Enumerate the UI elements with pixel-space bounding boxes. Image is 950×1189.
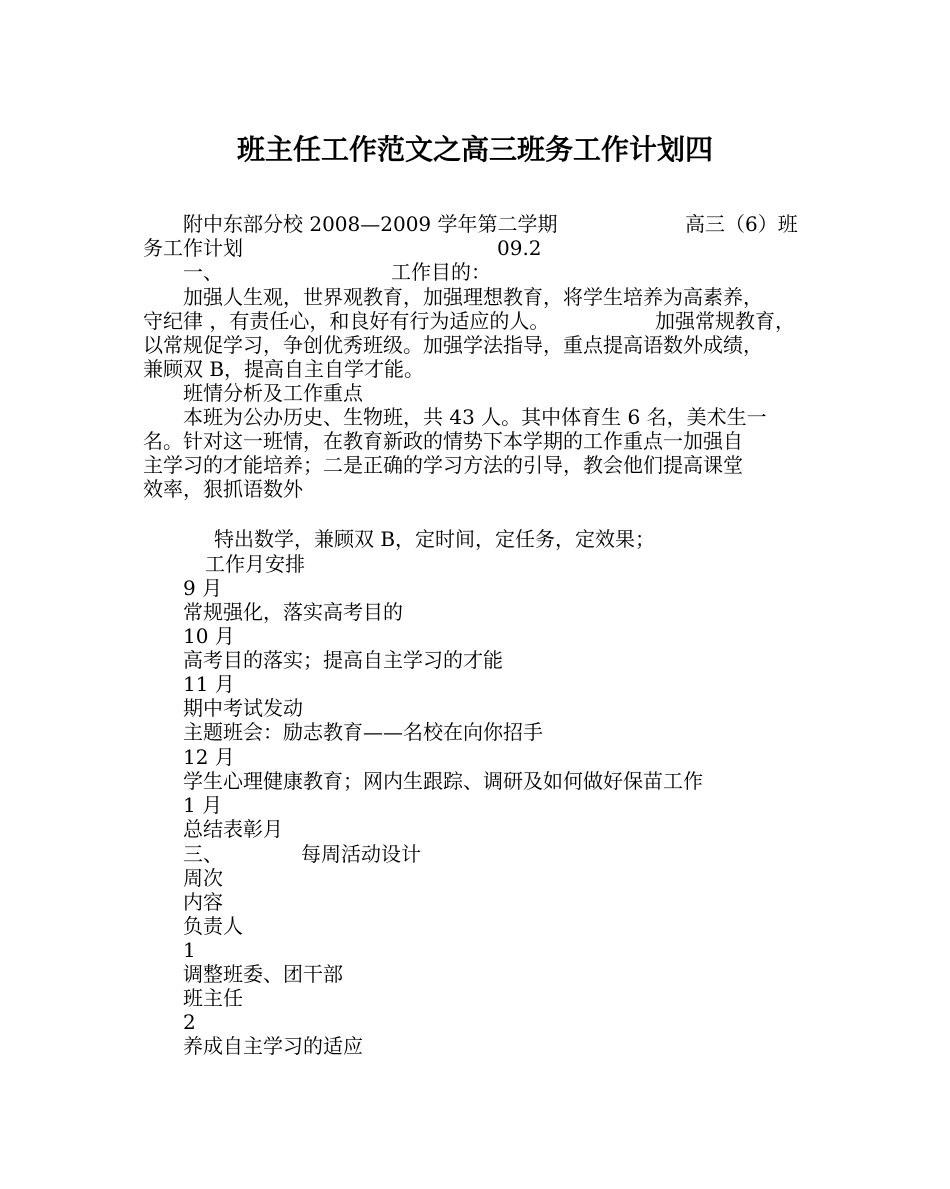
document-title: 班主任工作范文之高三班务工作计划四 bbox=[236, 133, 713, 166]
section1-line: 兼顾双 B，提高自主自学才能。 bbox=[143, 357, 425, 381]
month-label: 1 月 bbox=[183, 793, 223, 817]
section2-heading: 班情分析及工作重点 bbox=[183, 381, 363, 405]
section1-line: 守纪律 ，有责任心，和良好有行为适应的人。 bbox=[143, 309, 550, 333]
month-content: 期中考试发动 bbox=[183, 696, 303, 720]
month-content: 学生心理健康教育；网内生跟踪、调研及如何做好保苗工作 bbox=[183, 769, 703, 793]
table-column-header: 内容 bbox=[183, 890, 223, 914]
plan-title: 务工作计划 bbox=[143, 236, 243, 260]
table-column-header: 负责人 bbox=[183, 914, 243, 938]
section3-heading-num: 三、 bbox=[183, 842, 223, 866]
month-label: 10 月 bbox=[183, 624, 235, 648]
class-name: 高三（6）班 bbox=[685, 212, 798, 236]
section2-line: 效率，狠抓语数外 bbox=[143, 477, 303, 501]
table-cell: 养成自主学习的适应 bbox=[183, 1034, 363, 1058]
table-cell: 1 bbox=[183, 938, 196, 962]
table-cell: 2 bbox=[183, 1010, 196, 1034]
section2-line: 本班为公办历史、生物班，共 43 人。其中体育生 6 名，美术生一 bbox=[183, 405, 767, 429]
focus-line: 特出数学，兼顾双 B，定时间，定任务，定效果； bbox=[214, 527, 656, 551]
section1-line: 加强人生观，世界观教育，加强理想教育，将学生培养为高素养， bbox=[183, 285, 763, 309]
section1-line: 以常规促学习，争创优秀班级。加强学法指导，重点提高语数外成绩， bbox=[143, 333, 763, 357]
month-label: 12 月 bbox=[183, 745, 235, 769]
month-content: 常规强化，落实高考目的 bbox=[183, 600, 403, 624]
table-cell: 班主任 bbox=[183, 986, 243, 1010]
section3-heading: 每周活动设计 bbox=[301, 842, 421, 866]
table-column-header: 周次 bbox=[183, 866, 223, 890]
plan-date: 09.2 bbox=[497, 236, 542, 260]
month-content: 高考目的落实；提高自主学习的才能 bbox=[183, 648, 503, 672]
section1-heading: 工作目的： bbox=[391, 260, 491, 284]
month-label: 9 月 bbox=[183, 576, 223, 600]
section2-line: 主学习的才能培养；二是正确的学习方法的引导，教会他们提高课堂 bbox=[143, 453, 743, 477]
month-content: 主题班会：励志教育——名校在向你招手 bbox=[183, 720, 543, 744]
section1-line: 加强常规教育， bbox=[655, 309, 795, 333]
month-content: 总结表彰月 bbox=[183, 817, 283, 841]
school-term: 附中东部分校 2008—2009 学年第二学期 bbox=[183, 212, 558, 236]
monthly-heading: 工作月安排 bbox=[205, 552, 305, 576]
month-label: 11 月 bbox=[183, 672, 235, 696]
section2-line: 名。针对这一班情，在教育新政的情势下本学期的工作重点一加强自 bbox=[143, 429, 743, 453]
table-cell: 调整班委、团干部 bbox=[183, 962, 343, 986]
section1-heading-num: 一、 bbox=[183, 260, 223, 284]
